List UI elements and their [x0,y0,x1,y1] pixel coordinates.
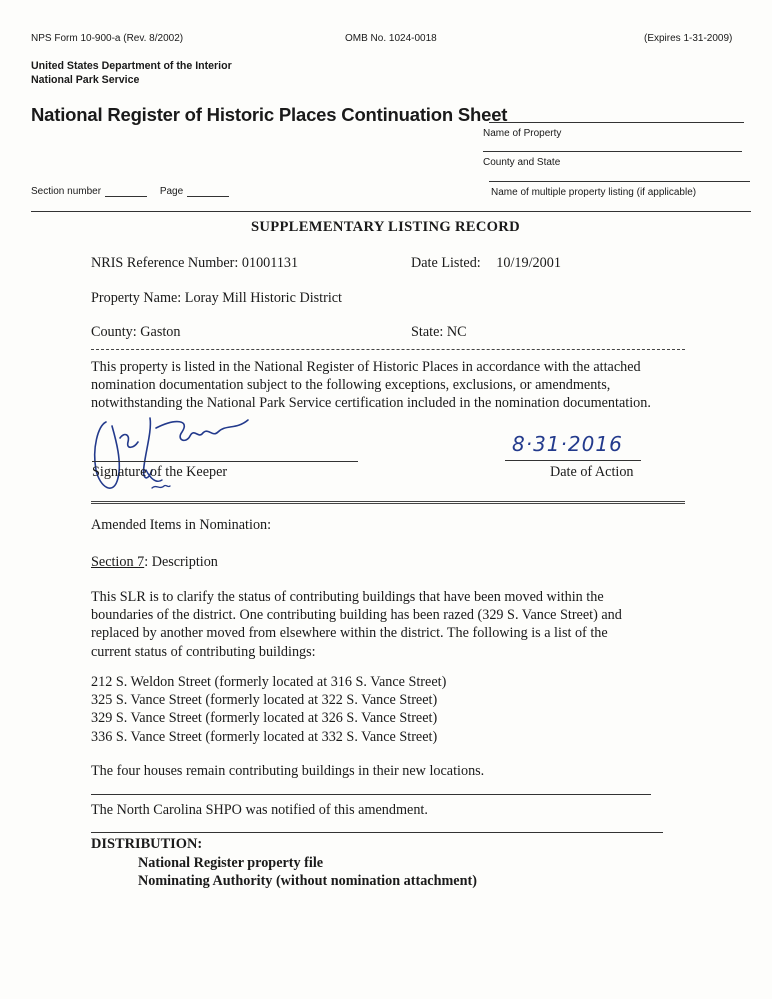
header-divider [31,211,751,212]
buildings-list [91,673,691,746]
date-listed-label: Date Listed: [411,255,481,271]
county-label: County: [91,324,137,340]
distribution-item: National Register property file [138,855,324,871]
distribution-item: Nominating Authority (without nomination attachment) [138,873,477,890]
multiple-listing-label: Name of multiple property listing (if applicable) [491,187,697,198]
nris-value: 01001131 [241,255,299,271]
county-state-label: County and State [483,157,561,168]
date-of-action-label: Date of Action [550,464,634,480]
omb-number: OMB No. 1024-0018 [345,33,437,44]
record-heading: SUPPLEMENTARY LISTING RECORD [251,219,520,235]
list-item: 325 S. Vance Street (formerly located at 322 S. Vance Street) [91,692,438,709]
signature-divider [91,501,685,504]
name-of-property-line [489,122,744,123]
paragraph-line: current status of contributing buildings: [91,643,316,660]
date-of-action-line [505,460,641,461]
shpo-divider [91,794,651,795]
multiple-listing-line [489,181,750,182]
distribution-list [138,854,477,891]
section-suffix: : Description [144,554,218,570]
page-label: Page [159,186,184,197]
county-value: Gaston [140,324,181,340]
state [411,323,467,341]
date-listed-value: 10/19/2001 [496,255,561,271]
closing-statement: The four houses remain contributing buildings in their new locations. [91,763,485,779]
expiration-date: (Expires 1-31-2009) [644,33,733,44]
distribution-divider [91,832,663,833]
section-page-fields [31,186,233,197]
shpo-note: The North Carolina SHPO was notified of this amendment. [91,802,428,818]
list-item: 336 S. Vance Street (formerly located at 332 S. Vance Street) [91,728,438,745]
property-label: Property Name: [91,290,182,306]
state-label: State: [411,324,444,340]
department-name: United States Department of the Interior [31,60,232,72]
page-number-blank [187,187,229,197]
form-id: NPS Form 10-900-a (Rev. 8/2002) [31,33,184,44]
county [91,323,180,341]
keeper-signature [86,408,286,500]
state-value: NC [446,324,467,340]
amendment-paragraph [91,588,691,661]
section-number-blank [105,187,147,197]
statement-line: This property is listed in the National Register of Historic Places in accordance with the attached [91,359,641,375]
nris-reference [91,254,298,272]
list-item: 329 S. Vance Street (formerly located at 326 S. Vance Street) [91,710,438,727]
section-number-label: Section number [31,186,102,197]
action-date-handwritten: 8·31·2016 [512,432,623,456]
date-listed [411,254,561,272]
signature-line [92,461,358,462]
section-label: Section 7 [91,554,145,570]
section-heading [91,553,218,571]
nris-label: NRIS Reference Number: [91,255,239,271]
listing-statement [91,358,691,413]
property-value: Loray Mill Historic District [184,290,343,306]
paragraph-line: boundaries of the district. One contributing building has been razed (329 S. Vance Street) and [91,607,622,624]
statement-line: nomination documentation subject to the following exceptions, exclusions, or amendments, [91,377,611,394]
name-of-property-label: Name of Property [483,128,562,139]
list-item: 212 S. Weldon Street (formerly located at 316 S. Vance Street) [91,674,447,690]
service-name: National Park Service [31,74,140,86]
distribution-heading: DISTRIBUTION: [91,836,203,852]
signature-label: Signature of the Keeper [92,464,228,480]
county-state-line [483,151,742,152]
page-title: National Register of Historic Places Continuation Sheet [31,104,508,125]
statement-divider [91,349,685,350]
paragraph-line: This SLR is to clarify the status of contributing buildings that have been moved within the [91,589,604,605]
amended-items-label: Amended Items in Nomination: [91,517,272,533]
property-name [91,289,342,307]
paragraph-line: replaced by another moved from elsewhere within the district. The following is a list of the [91,625,608,642]
statement-line: notwithstanding the National Park Service certification included in the nomination documentation. [91,395,651,412]
